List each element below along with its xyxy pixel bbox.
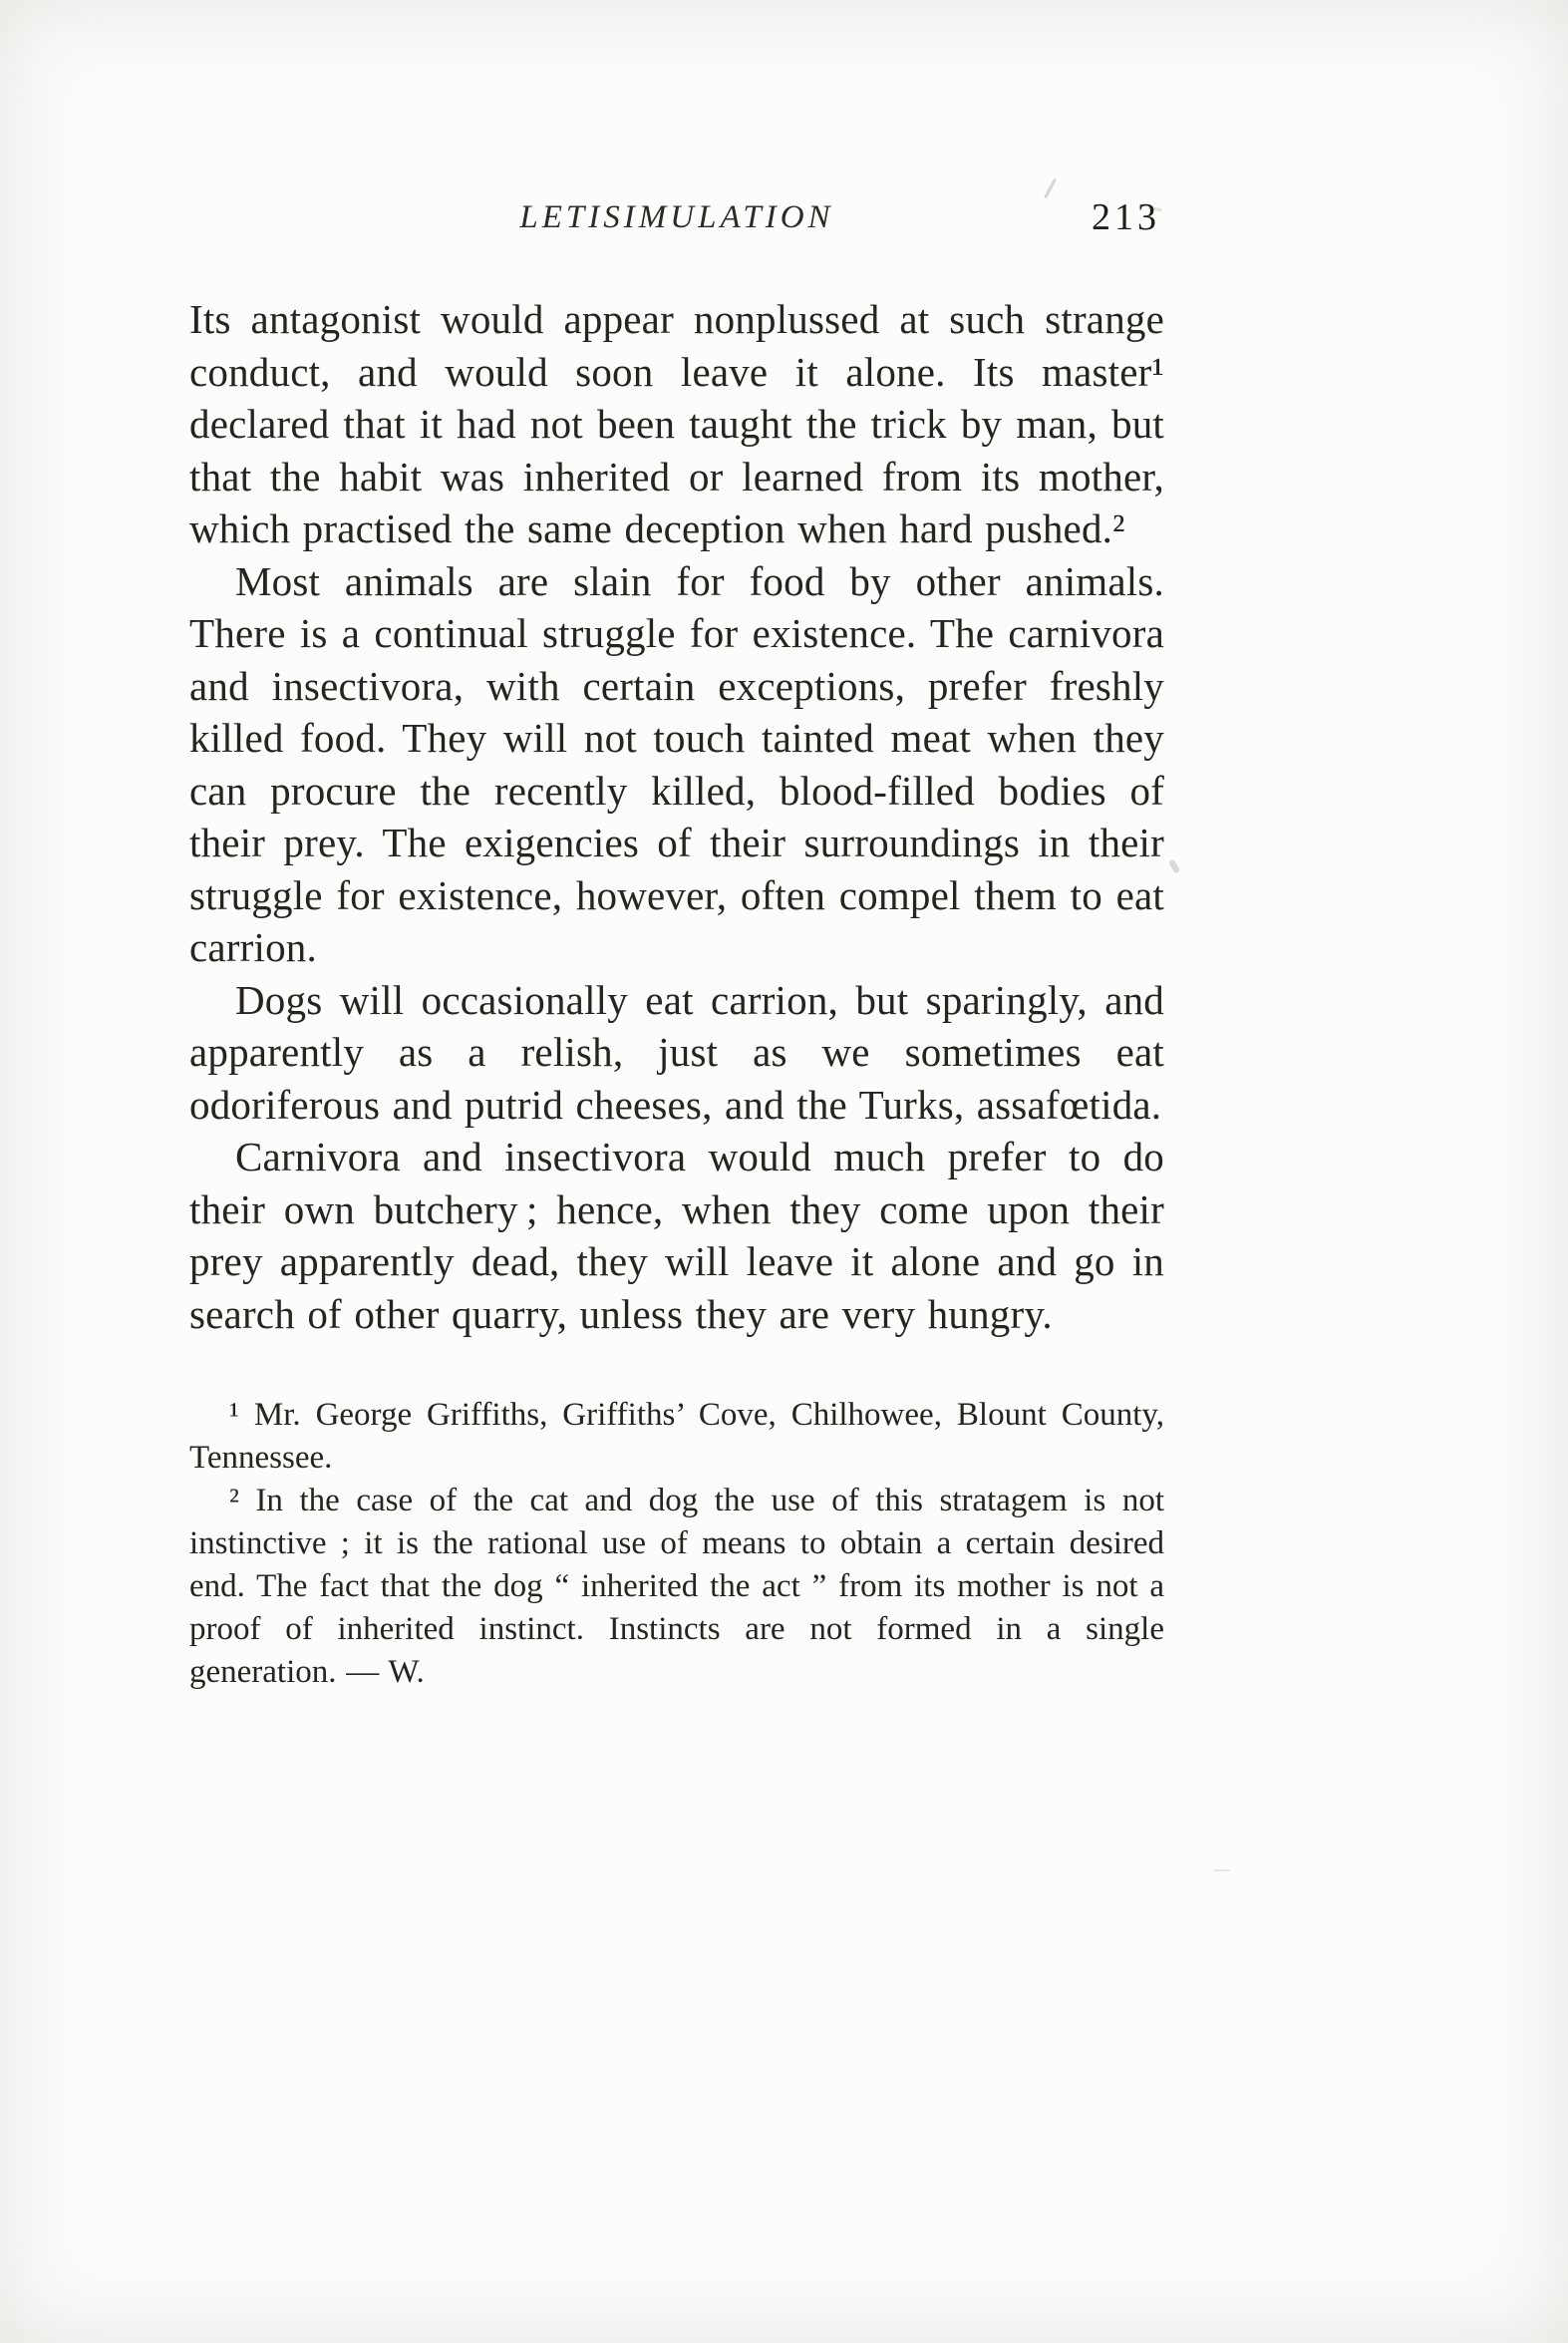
body-text — [189, 293, 1164, 1340]
text-column — [189, 0, 1164, 1694]
page-number: 213 — [1092, 196, 1160, 238]
footnote: ¹ Mr. George Griffiths, Griffiths’ Cove, Chilhowee, Blount County, Tennessee. — [189, 1397, 1164, 1476]
paragraph: Carnivora and insectivora would much prefer to do their own butchery ; hence, when they come upon their prey apparently dead, they will leave it alone and go in search of other quarry, unless they are very hungry. — [189, 1134, 1164, 1337]
page-header — [189, 196, 1164, 245]
running-title: LETISIMULATION — [519, 199, 834, 235]
paragraph: Its antagonist would appear nonplussed at such strange conduct, and would soon leave it alone. Its master¹ declared that it had not been taught the trick by man, but that the habit was inherited or learned from its mother, which practised the same deception when hard pushed.² — [189, 296, 1164, 551]
footnote: ² In the case of the cat and dog the use of this stratagem is not instinctive ; it is the rational use of means to obtain a certain desired end. The fact that the dog “ inherited the act ” from its mother is not a proof of inherited instinct. Instincts are not formed in a single generation. — W. — [189, 1483, 1164, 1690]
scan-artifact — [1168, 858, 1180, 873]
paragraph: Dogs will occasionally eat carrion, but sparingly, and apparently as a relish, just as we sometimes eat odoriferous and putrid cheeses, and the Turks, assafœtida. — [189, 976, 1164, 1128]
paragraph: Most animals are slain for food by other animals. There is a continual struggle for existence. The carnivora and insectivora, with certain exceptions, prefer freshly killed food. They will not touch tainted meat when they can procure the recently killed, blood-filled bodies of their prey. The exigencies of their surroundings in their struggle for existence, however, often compel them to eat carrion. — [189, 557, 1164, 970]
footnote-section — [189, 1394, 1164, 1694]
scan-artifact — [1214, 1869, 1230, 1871]
